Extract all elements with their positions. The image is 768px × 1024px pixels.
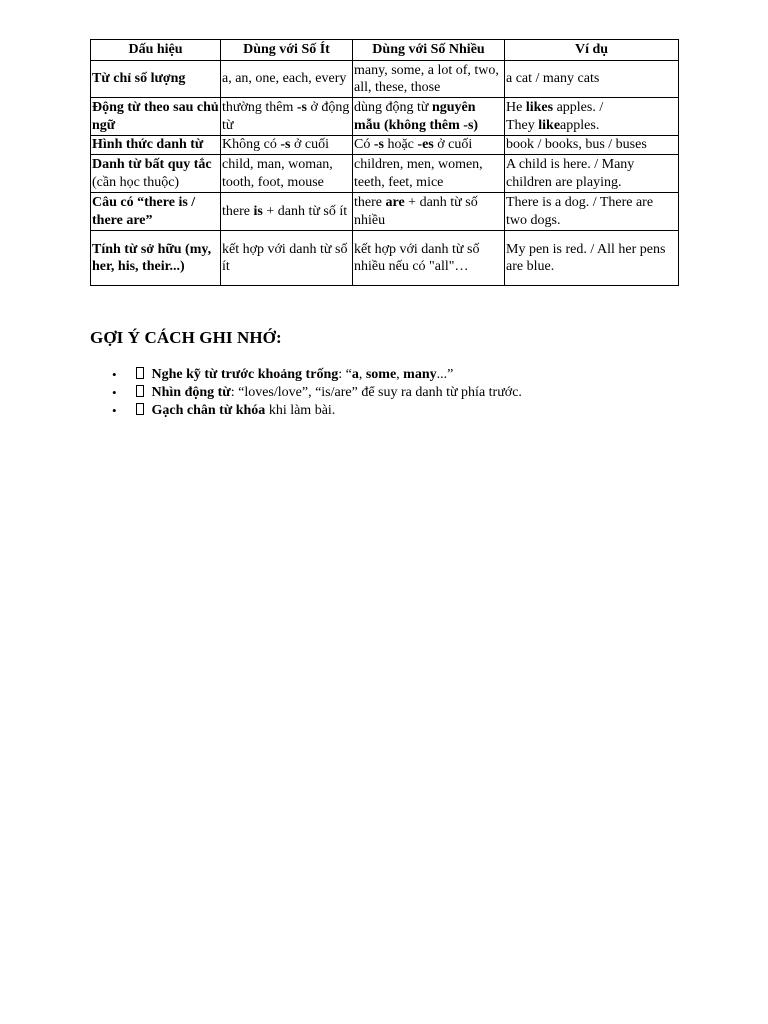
bullet-icon: • [112,403,117,418]
cell-plural: many, some, a lot of, two, all, these, those [353,61,505,98]
header-cell-sign: Dấu hiệu [91,40,221,61]
cell-plural: children, men, women, teeth, feet, mice [353,155,505,193]
cell-plural: dùng động từ nguyên mẫu (không thêm -s) [353,98,505,136]
cell-singular: thường thêm -s ở động từ [221,98,353,136]
cell-sign: Danh từ bất quy tắc (cần học thuộc) [91,155,221,193]
cell-singular: child, man, woman, tooth, foot, mouse [221,155,353,193]
table-header-row [91,40,679,61]
list-item [90,402,522,420]
table-row [91,136,679,155]
table-row [91,155,679,193]
cell-plural: Có -s hoặc -es ở cuối [353,136,505,155]
list-item [90,384,522,402]
cell-plural: there are + danh từ số nhiều [353,193,505,231]
missing-glyph-box-icon [136,367,144,379]
header-cell-example: Ví dụ [505,40,679,61]
cell-sign: Hình thức danh từ [91,136,221,155]
cell-singular: Không có -s ở cuối [221,136,353,155]
tip-text: Nhìn động từ: “loves/love”, “is/are” để suy ra danh từ phía trước. [151,385,522,400]
cell-example: a cat / many cats [505,61,679,98]
cell-singular: a, an, one, each, every [221,61,353,98]
missing-glyph-box-icon [136,385,144,397]
cell-plural: kết hợp với danh từ số nhiều nếu có "all"… [353,231,505,286]
bullet-icon: • [112,385,117,400]
missing-glyph-box-icon [136,403,144,415]
tip-text: Gạch chân từ khóa khi làm bài. [151,403,336,418]
cell-sign: Động từ theo sau chủ ngữ [91,98,221,136]
cell-example: There is a dog. / There are two dogs. [505,193,679,231]
cell-example: book / books, bus / buses [505,136,679,155]
cell-sign: Câu có “there is / there are” [91,193,221,231]
cell-example: My pen is red. / All her pens are blue. [505,231,679,286]
cell-sign: Từ chỉ số lượng [91,61,221,98]
list-item [90,366,522,384]
table-row [91,98,679,136]
cell-singular: there is + danh từ số ít [221,193,353,231]
cell-sign: Tính từ sở hữu (my, her, his, their...) [91,231,221,286]
header-cell-plural: Dùng với Số Nhiều [353,40,505,61]
cell-example: He likes apples. / They likeapples. [505,98,679,136]
header-cell-singular: Dùng với Số Ít [221,40,353,61]
tips-list [90,366,522,420]
bullet-icon: • [112,367,117,382]
table-row [91,193,679,231]
tips-heading: GỢI Ý CÁCH GHI NHỚ: [90,328,282,347]
tip-text: Nghe kỹ từ trước khoảng trống: “a, some, many...” [151,367,454,382]
grammar-table [90,39,679,286]
table-row [91,61,679,98]
cell-singular: kết hợp với danh từ số ít [221,231,353,286]
cell-example: A child is here. / Many children are playing. [505,155,679,193]
table-row [91,231,679,286]
